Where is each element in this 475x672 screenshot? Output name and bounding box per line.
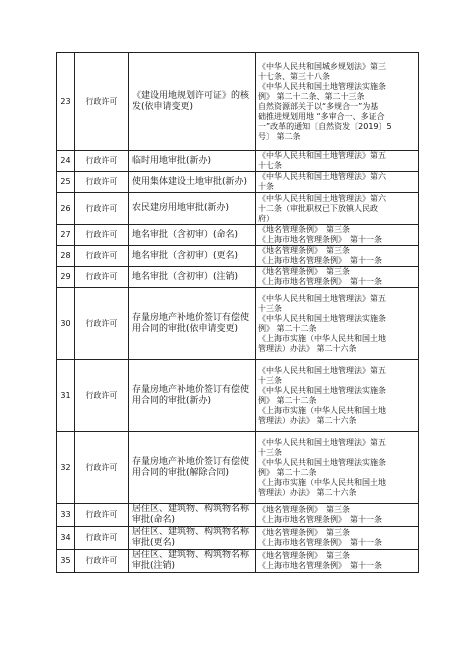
legal-basis-line: 十三条 [258,447,282,457]
item-name: 《建设用地规划许可证》的核发(依申请变更) [129,53,256,151]
legal-basis-line: 管理法）办法》 第二十六条 [258,487,357,497]
table-row [57,432,419,504]
item-name: 存量房地产补地价签订有偿使用合同的审批(解除合同) [129,432,256,504]
permit-type: 行政许可 [75,246,129,267]
legal-basis-line: 十二条（审批职权已下放镇人民政 [258,203,378,213]
permit-type: 行政许可 [75,527,129,550]
table-row [57,151,419,172]
legal-basis-line: 《上海市地名管理条例》 第十一条 [258,235,382,244]
legal-basis [256,246,419,267]
legal-basis-line: 《地名管理条例》 第三条 [258,528,350,537]
row-number: 23 [57,53,75,151]
permit-type: 行政许可 [75,172,129,193]
legal-basis-line: 十七条 [258,161,282,170]
legal-basis [256,267,419,288]
table-row [57,172,419,193]
permit-type: 行政许可 [75,151,129,172]
item-name: 地名审批（含初审）(注销) [129,267,256,288]
legal-basis-line: 《地名管理条例》 第三条 [258,551,350,560]
legal-basis-line: 例》 第二十二条 [258,395,317,405]
row-number: 28 [57,246,75,267]
legal-basis-line: 一”改革的通知〔自然资发〔2019〕5 [258,121,392,131]
item-name: 临时用地审批(新办) [129,151,256,172]
table-row [57,288,419,360]
legal-basis-line: 《上海市地名管理条例》 第十一条 [258,538,382,547]
permit-type: 行政许可 [75,225,129,246]
legal-basis-line: 《上海市实施（中华人民共和国土地 [258,333,386,343]
permit-type: 行政许可 [75,550,129,573]
permit-type: 行政许可 [75,193,129,225]
legal-basis-line: 《上海市地名管理条例》 第十一条 [258,561,382,570]
legal-basis-line: 府） [258,213,274,223]
item-name: 存量房地产补地价签订有偿使用合同的审批(新办) [129,360,256,432]
row-number: 30 [57,288,75,360]
row-number: 32 [57,432,75,504]
table-row [57,193,419,225]
permit-type: 行政许可 [75,504,129,527]
legal-basis-line: 《地名管理条例》 第三条 [258,246,350,255]
legal-basis-line: 例》 第二十二条、第二十三条 [258,91,365,101]
legal-basis [256,193,419,225]
row-number: 27 [57,225,75,246]
legal-basis-line: 号〕 第二条 [258,131,301,141]
legal-basis-line: 《地名管理条例》 第三条 [258,505,350,514]
legal-basis-line: 《上海市地名管理条例》 第十一条 [258,256,382,265]
legal-basis-line: 自然资源部关于以“多规合一”为基 [258,101,379,111]
legal-basis-line: 《中华人民共和国土地管理法》第五 [258,151,386,160]
item-name: 使用集体建设土地审批(新办) [129,172,256,193]
legal-basis-line: 《中华人民共和国土地管理法》第五 [258,437,386,447]
row-number: 34 [57,527,75,550]
permit-type: 行政许可 [75,432,129,504]
legal-basis [256,151,419,172]
legal-basis-line: 《上海市实施（中华人民共和国土地 [258,405,386,415]
legal-basis-line: 《上海市地名管理条例》 第十一条 [258,277,382,286]
legal-basis-line: 《中华人民共和国土地管理法》第六 [258,193,386,203]
table-row [57,225,419,246]
legal-basis-line: 《地名管理条例》 第三条 [258,267,350,276]
legal-basis-line: 十七条、第三十八条 [258,71,330,81]
item-name: 存量房地产补地价签订有偿使用合同的审批(依申请变更) [129,288,256,360]
legal-basis-line: 例》 第二十二条 [258,323,317,333]
row-number: 35 [57,550,75,573]
legal-basis-line: 例》 第二十二条 [258,467,317,477]
legal-basis-line: 《上海市地名管理条例》 第十一条 [258,515,382,524]
legal-basis-line: 础推进规划用地 “多审合一、多证合 [258,111,385,121]
legal-basis-line: 管理法）办法》 第二十六条 [258,415,357,425]
legal-basis [256,504,419,527]
table-row [57,246,419,267]
legal-basis [256,360,419,432]
item-name: 地名审批（含初审）(命名) [129,225,256,246]
legal-basis-line: 《上海市实施（中华人民共和国土地 [258,477,386,487]
table-body [57,53,419,573]
item-name: 农民建房用地审批(新办) [129,193,256,225]
table-row [57,53,419,151]
row-number: 26 [57,193,75,225]
table-row [57,504,419,527]
legal-basis-line: 十三条 [258,375,282,385]
table-row [57,267,419,288]
row-number: 29 [57,267,75,288]
permit-table [56,52,419,573]
row-number: 25 [57,172,75,193]
legal-basis-line: 《地名管理条例》 第三条 [258,225,350,234]
permit-type: 行政许可 [75,53,129,151]
legal-basis-line: 《中华人民共和国城乡规划法》第三 [258,61,386,71]
table-row [57,527,419,550]
item-name: 居住区、建筑物、构筑物名称审批(更名) [129,527,256,550]
legal-basis [256,432,419,504]
item-name: 居住区、建筑物、构筑物名称审批(注销) [129,550,256,573]
legal-basis [256,550,419,573]
legal-basis-line: 《中华人民共和国土地管理法实施条 [258,81,386,91]
item-name: 地名审批（含初审）(更名) [129,246,256,267]
legal-basis-line: 《中华人民共和国土地管理法实施条 [258,457,386,467]
legal-basis [256,172,419,193]
legal-basis [256,527,419,550]
legal-basis-line: 十三条 [258,303,282,313]
legal-basis-line: 《中华人民共和国土地管理法》第六 [258,172,386,181]
legal-basis-line: 十条 [258,182,274,191]
row-number: 33 [57,504,75,527]
legal-basis [256,225,419,246]
permit-type: 行政许可 [75,288,129,360]
legal-basis-line: 《中华人民共和国土地管理法实施条 [258,313,386,323]
table-row [57,550,419,573]
legal-basis-line: 管理法）办法》 第二十六条 [258,343,357,353]
legal-basis-line: 《中华人民共和国土地管理法》第五 [258,365,386,375]
legal-basis [256,288,419,360]
table-row [57,360,419,432]
item-name: 居住区、建筑物、构筑物名称审批(命名) [129,504,256,527]
row-number: 24 [57,151,75,172]
legal-basis [256,53,419,151]
permit-type: 行政许可 [75,360,129,432]
row-number: 31 [57,360,75,432]
permit-type: 行政许可 [75,267,129,288]
legal-basis-line: 《中华人民共和国土地管理法实施条 [258,385,386,395]
legal-basis-line: 《中华人民共和国土地管理法》第五 [258,293,386,303]
